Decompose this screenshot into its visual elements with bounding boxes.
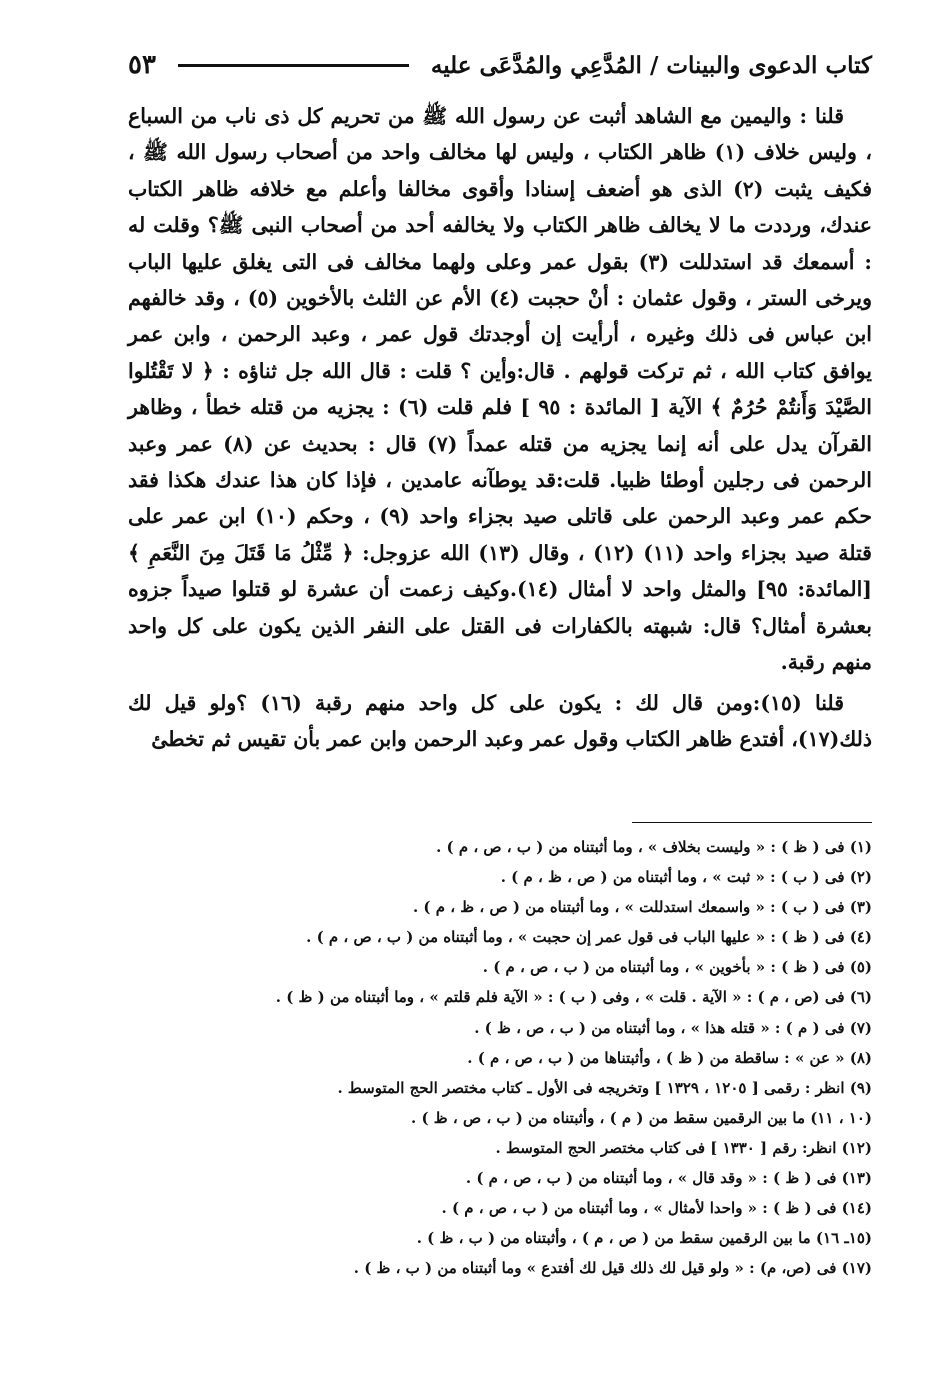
footnote-13: (١٣) فى ( ظ ) : « وقد قال » ، وما أثبتناه من ( ب ، ص ، م ) . — [465, 1169, 872, 1188]
page-header — [128, 42, 872, 88]
footnote-1: (١) فى ( ظ ) : « وليست بخلاف » ، وما أثبتناه من ( ب ، ص ، م ) . — [436, 838, 872, 856]
footnote-17: (١٧) فى (ص، م) : « ولو قيل لك ذلك قيل لك أفتدع » وما أثبتناه من ( ب ، ظ ) . — [353, 1259, 872, 1278]
footnote-4: (٤) فى ( ظ ) : « عليها الباب فى قول عمر إن حجبت » ، وما أثبتناه من ( ب ، ص ، م ) . — [306, 928, 872, 947]
footnote-12: (١٢) انظر: رقم [ ١٣٣٠ ] فى كتاب مختصر الحج المتوسط . — [495, 1138, 872, 1157]
footnote-14: (١٤) فى ( ظ ) : « واحدا لأمثال » ، وما أثبتناه من ( ب ، ص ، م ) . — [441, 1199, 872, 1218]
paragraph-1: قلنا : واليمين مع الشاهد أثبت عن رسول الله ﷺ من تحريم كل ذى ناب من السباع ، وليس خلاف (١) ظاهر الكتاب ، وليس لها مخالف واحد من أصحاب رسول الله ﷺ ، فكيف يثبت (٢) الذى هو أضعف إسنادا وأقوى مخالفا وأعلم مع خلافه ظاهر الكتاب عندك، ورددت ما لا يخالف ظاهر الكتاب ولا يخالفه أحد من أصحاب النبى ﷺ؟ وقلت له : أسمعك قد استدللت (٣) بقول عمر وعلى ولهما مخالف فى التى يغلق عليها الباب ويرخى الستر ، وقول عثمان : أنْ حجبت (٤) الأم عن الثلث بالأخوين (٥) ، وقد خالفهم ابن عباس فى ذلك وغيره ، أرأيت إن أوجدتك قول عمر ، وعبد الرحمن ، وابن عمر يوافق كتاب الله ، ثم تركت قولهم . قال:وأين ؟ قلت : قال الله جل ثناؤه : ﴿ لا تَقْتُلوا الصَّيْدَ وَأَنتُمْ حُرُمٌ ﴾ الآية [ المائدة : ٩٥ ] فلم قلت (٦) : يجزيه من قتله خطأ ، وظاهر القرآن يدل على أنه إنما يجزيه من قتله عمداً (٧) قال : بحديث عن (٨) عمر وعبد الرحمن فى رجلين أوطئا ظبيا. قلت:قد يوطآنه عامدين ، فإذا كان هذا عندك هكذا فقد حكم عمر وعبد الرحمن على قاتلى صيد بجزاء واحد (٩) ، وحكم (١٠) ابن عمر على قتلة صيد بجزاء واحد (١١) (١٢) ، وقال (١٣) الله عزوجل: ﴿ مِّثْلُ مَا قَتَلَ مِنَ النَّعَمِ ﴾ [المائدة: ٩٥] والمثل واحد لا أمثال (١٤).وكيف زعمت أن عشرة لو قتلوا صيداً جزوه بعشرة أمثال؟ قال: شبهته بالكفارات فى القتل على النفر الذين يكون على كل واحد منهم رقبة. — [128, 104, 873, 675]
paragraph-2: قلنا (١٥):ومن قال لك : يكون على كل واحد منهم رقبة (١٦) ؟ولو قيل لك ذلك(١٧)، أفتدع ظاهر الكتاب وقول عمر وعبد الرحمن وابن عمر بأن تقيس ثم تخطئ — [128, 690, 872, 751]
footnote-5: (٥) فى ( ظ ) : « بأخوين » ، وما أثبتناه من ( ب ، ص ، م ) . — [482, 958, 872, 977]
footnote-7: (٧) فى ( م ) : « قتله هذا » ، وما أثبتناه من ( ب ، ص ، ظ ) . — [474, 1018, 872, 1037]
footnote-2: (٢) فى ( ب ) : « ثبت » ، وما أثبتناه من ( ص ، ظ ، م ) . — [500, 868, 872, 887]
footnote-separator — [632, 822, 872, 823]
footnote-15-16: (١٥ـ ١٦) ما بين الرقمين سقط من ( ص ، م ) ، وأثبتناه من ( ب ، ظ ) . — [416, 1229, 872, 1248]
footnote-9: (٩) انظر : رقمى [ ١٢٠٥ ، ١٣٢٩ ] وتخريجه فى الأول ـ كتاب مختصر الحج المتوسط . — [337, 1078, 872, 1097]
footnote-10-11: (١٠ ، ١١) ما بين الرقمين سقط من ( م ) ، وأثبتناه من ( ب ، ص ، ظ ) . — [411, 1108, 872, 1127]
header-rule — [178, 64, 409, 67]
footnotes — [150, 832, 872, 1283]
footnote-3: (٣) فى ( ب ) : « واسمعك استدللت » ، وما أثبتناه من ( ص ، ظ ، م ) . — [412, 898, 872, 917]
main-text — [128, 98, 872, 757]
running-title: كتاب الدعوى والبينات / المُدَّعِي والمُدَّعَى عليه — [430, 51, 872, 79]
footnote-8: (٨) « عن » : ساقطة من ( ظ ) ، وأثبتناها من ( ب ، ص ، م ) . — [467, 1048, 872, 1067]
footnote-6: (٦) فى (ص ، م ) : « الآية . قلت » ، وفى ( ب ) : « الآية فلم قلتم » ، وما أثبتناه من ( ظ ) . — [275, 988, 872, 1007]
page-number: ٥٣ — [128, 50, 156, 80]
